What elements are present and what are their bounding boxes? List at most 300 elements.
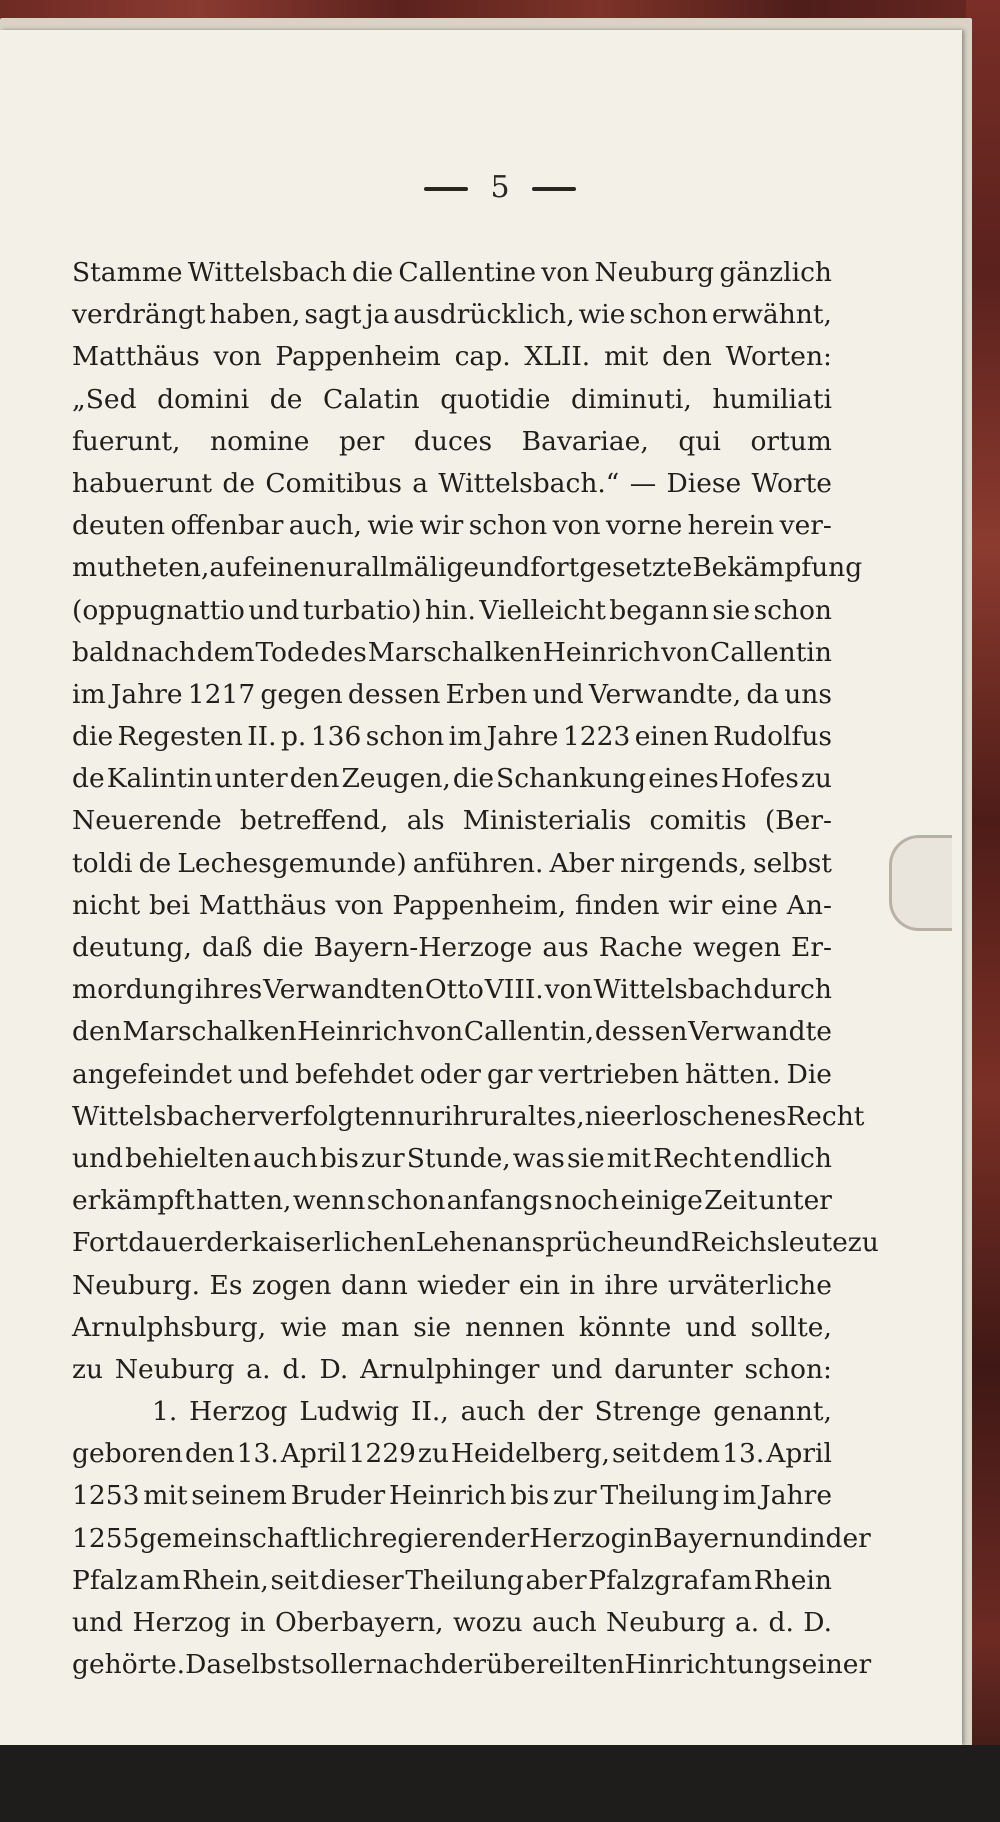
word: bis — [319, 1142, 359, 1174]
word: noch — [554, 1185, 620, 1217]
header-dash-left — [424, 187, 468, 191]
word: behielten — [125, 1142, 251, 1174]
word: Diese — [666, 467, 742, 499]
word: und — [237, 1058, 290, 1090]
word: einen — [634, 721, 709, 753]
word: Wittelsbach — [187, 257, 347, 288]
word: auch — [531, 1607, 597, 1638]
word: von — [544, 974, 593, 1006]
text-line — [72, 1433, 832, 1475]
word: und — [639, 1227, 691, 1259]
word: von — [541, 257, 590, 288]
text-line — [72, 1054, 832, 1096]
text-line — [72, 927, 832, 969]
word: kaiserlichen — [251, 1227, 416, 1259]
word: wie — [280, 1311, 328, 1343]
word: gegen — [260, 678, 343, 710]
word: der — [537, 1396, 583, 1428]
word: soll — [301, 1649, 348, 1681]
word: deuten — [72, 510, 166, 542]
word: Worten: — [725, 341, 832, 373]
word: Marschalken — [122, 1016, 297, 1048]
bookmark-clip — [889, 835, 952, 931]
word: seit — [611, 1438, 661, 1470]
word: bald — [72, 636, 131, 668]
word: toldi — [72, 847, 133, 879]
word: aus — [542, 932, 589, 963]
text-line — [72, 716, 832, 758]
word: wie — [367, 510, 415, 542]
word: der — [440, 1649, 487, 1681]
word: Heinrich — [542, 636, 661, 668]
word: 13. — [236, 1438, 279, 1470]
word: im — [722, 1480, 757, 1512]
word: Neuburg. — [72, 1269, 201, 1301]
word: Hinrichtung — [624, 1649, 788, 1681]
word: gehörte. — [72, 1649, 186, 1681]
word: da — [746, 678, 780, 710]
word: von — [213, 341, 262, 373]
word: Bekämpfung — [692, 552, 863, 584]
word: Heinrich — [297, 1016, 415, 1048]
word: XLII. — [524, 341, 591, 373]
word: mit — [606, 1142, 652, 1174]
word: 1. — [152, 1396, 178, 1428]
word: eines — [648, 763, 719, 795]
word: 1223 — [562, 721, 631, 753]
word: von — [552, 510, 601, 542]
word: Bayern-Herzoge — [313, 932, 533, 963]
word: Aber — [549, 847, 614, 879]
word: gänzlich — [719, 257, 832, 288]
word: dessen — [594, 1016, 688, 1048]
word: mordung — [72, 974, 194, 1006]
word: (oppugnattio — [72, 594, 245, 626]
word: die — [72, 721, 114, 753]
word: übereilten — [486, 1649, 625, 1681]
word: mit — [143, 1480, 188, 1512]
text-line — [72, 1349, 832, 1391]
word: Wittelsbach — [593, 974, 753, 1006]
word: anführen. — [412, 847, 544, 879]
word: Pappenheim — [275, 341, 441, 373]
word: 136 — [310, 721, 362, 753]
word: gar — [487, 1058, 533, 1090]
word: schon — [629, 299, 708, 331]
text-line — [72, 463, 832, 505]
word: d. — [282, 1353, 308, 1385]
word: Es — [209, 1269, 243, 1301]
word: nach — [131, 636, 196, 668]
word: Lechesgemunde) — [177, 847, 407, 879]
word: schon — [753, 594, 832, 626]
word: (Ber- — [764, 805, 832, 837]
header-dash-right — [532, 187, 576, 191]
word: Lehenansprüche — [415, 1227, 640, 1259]
word: Schankung — [496, 763, 647, 795]
text-line — [72, 1307, 832, 1349]
page-number: 5 — [490, 170, 510, 205]
word: Neuerende — [72, 805, 222, 837]
word: auch, — [288, 510, 362, 542]
word: humiliati — [712, 383, 832, 415]
word: Kalintin — [106, 763, 213, 795]
word: per — [339, 425, 385, 457]
word: und — [72, 1607, 124, 1638]
word: wie — [578, 299, 626, 331]
word: aber — [525, 1564, 587, 1596]
word: Wittelsbach.“ — [438, 467, 620, 499]
word: und — [479, 552, 531, 584]
word: die — [262, 932, 304, 963]
word: Worte — [751, 467, 832, 499]
word: Die — [786, 1058, 832, 1090]
text-line — [72, 674, 832, 716]
word: hätten. — [685, 1058, 781, 1090]
word: in — [799, 1522, 826, 1554]
word: dieser — [320, 1564, 404, 1596]
word: nur — [309, 552, 356, 584]
word: Oberbayern, — [274, 1607, 444, 1638]
word: man — [341, 1311, 400, 1343]
word: zur — [553, 1480, 597, 1512]
word: April — [766, 1438, 832, 1470]
word: zu — [847, 1227, 879, 1259]
word: eine — [721, 889, 778, 921]
word: nach — [375, 1649, 441, 1681]
word: Strenge — [594, 1396, 702, 1428]
word: 13. — [722, 1438, 765, 1470]
word: seit — [270, 1564, 319, 1596]
word: p. — [280, 721, 307, 753]
text-line — [72, 1644, 872, 1686]
word: eine — [252, 552, 310, 584]
text-line — [72, 800, 832, 842]
word: Theilung — [600, 1480, 719, 1512]
word: Callentine — [398, 257, 537, 288]
word: nennen — [465, 1311, 565, 1343]
text-line — [72, 336, 832, 378]
word: cap. — [454, 341, 511, 373]
word: Fortdauer — [72, 1227, 207, 1259]
word: auch — [460, 1396, 526, 1428]
word: Arnulphsburg, — [72, 1311, 267, 1343]
word: wir — [419, 510, 464, 542]
word: sie — [712, 594, 751, 626]
word: fortgesetzte — [530, 552, 693, 584]
text-line — [72, 505, 832, 547]
word: finden — [575, 889, 660, 921]
word: hatten, — [196, 1185, 292, 1217]
word: a. — [734, 1607, 760, 1638]
word: Jahre — [110, 678, 183, 710]
word: nie — [584, 1100, 626, 1132]
word: unter — [758, 1185, 832, 1217]
word: und — [685, 1311, 737, 1343]
word: de — [138, 847, 172, 879]
word: unter — [214, 763, 288, 795]
word: Pappenheim, — [392, 889, 567, 921]
word: zu — [72, 1353, 104, 1385]
word: als — [406, 805, 445, 837]
word: sie — [566, 1142, 605, 1174]
word: zogen — [251, 1269, 332, 1301]
word: Zeit — [704, 1185, 758, 1217]
word: des — [320, 636, 367, 668]
word: Callentin, — [463, 1016, 595, 1048]
text-line — [72, 1222, 879, 1264]
word: erloschenes — [625, 1100, 787, 1132]
word: D. — [803, 1607, 832, 1638]
word: Bayern — [653, 1522, 749, 1554]
word: und — [551, 1353, 603, 1385]
word: verfolgten — [259, 1100, 398, 1132]
text-line — [72, 1011, 832, 1053]
word: angefeindet — [72, 1058, 232, 1090]
word: Wittelsbacher — [72, 1100, 260, 1132]
word: anfangs — [446, 1185, 553, 1217]
word: Pfalz — [72, 1564, 138, 1596]
word: Herzog — [132, 1607, 231, 1638]
word: Herzog — [189, 1396, 288, 1428]
word: Recht — [786, 1100, 865, 1132]
word: Callentin — [709, 636, 832, 668]
word: geboren — [72, 1438, 183, 1470]
text-line — [72, 843, 832, 885]
word: Marschalken — [367, 636, 542, 668]
word: in — [240, 1607, 266, 1638]
word: zu — [800, 763, 832, 795]
word: ihre — [604, 1269, 659, 1301]
word: den — [662, 341, 712, 373]
word: seiner — [787, 1649, 872, 1681]
word: Bavariae, — [521, 425, 649, 457]
word: betreffend, — [239, 805, 389, 837]
word: wir — [668, 889, 713, 921]
word: nirgends, — [619, 847, 747, 879]
word: allmälige — [355, 552, 480, 584]
text-line — [72, 547, 863, 589]
word: ihres — [194, 974, 263, 1006]
word: mit — [604, 341, 649, 373]
word: oder — [419, 1058, 481, 1090]
text-line — [72, 1180, 832, 1222]
word: könnte — [578, 1311, 672, 1343]
word: und — [72, 1142, 124, 1174]
word: II., — [410, 1396, 449, 1428]
word: im — [448, 721, 483, 753]
word: Verwandte, — [588, 678, 742, 710]
word: am — [711, 1564, 753, 1596]
word: turbatio) — [302, 594, 422, 626]
word: Arnulphinger — [360, 1353, 540, 1385]
word: einige — [620, 1185, 703, 1217]
text-line — [72, 294, 832, 336]
word: sie — [413, 1311, 452, 1343]
word: Rhein, — [182, 1564, 269, 1596]
word: seinem — [191, 1480, 287, 1512]
word: An- — [786, 889, 832, 921]
body-text — [72, 252, 879, 1686]
text-line — [72, 590, 832, 632]
text-line — [72, 1518, 871, 1560]
word: bis — [510, 1480, 550, 1512]
word: Daselbst — [185, 1649, 302, 1681]
word: habuerunt — [72, 467, 213, 499]
word: D. — [319, 1353, 349, 1385]
word: sollte, — [750, 1311, 832, 1343]
word: dessen — [347, 678, 441, 710]
word: wenn — [292, 1185, 366, 1217]
word: ihr — [444, 1100, 483, 1132]
word: die — [452, 763, 494, 795]
word: wozu — [452, 1607, 523, 1638]
word: urväterliche — [667, 1269, 832, 1301]
word: Vielleicht — [479, 594, 606, 626]
word: vertrieben — [538, 1058, 680, 1090]
text-line — [72, 632, 832, 674]
word: vorne — [605, 510, 683, 542]
text-line — [72, 379, 832, 421]
word: auch — [252, 1142, 318, 1174]
word: a — [412, 467, 429, 499]
word: im — [72, 678, 106, 710]
word: Tode — [255, 636, 320, 668]
word: endlich — [733, 1142, 832, 1174]
word: am — [139, 1564, 181, 1596]
word: Stamme — [72, 257, 183, 288]
word: Jahre — [486, 721, 559, 753]
word: bei — [148, 889, 191, 921]
text-line — [72, 1560, 832, 1602]
word: haben, — [209, 299, 301, 331]
word: gemeinschaftlich — [139, 1522, 370, 1554]
word: Stunde, — [406, 1142, 511, 1174]
word: nicht — [72, 889, 141, 921]
word: deutung, — [72, 932, 192, 963]
word: zur — [360, 1142, 405, 1174]
word: den — [184, 1438, 235, 1470]
word: offenbar — [170, 510, 284, 542]
word: Er- — [790, 932, 832, 963]
word: ausdrücklich, — [393, 299, 575, 331]
word: de — [269, 383, 303, 415]
word: durch — [753, 974, 832, 1006]
word: Verwandte — [688, 1016, 832, 1048]
word: darunter — [614, 1353, 733, 1385]
word: ein — [518, 1269, 561, 1301]
word: ver- — [779, 510, 832, 542]
word: mutheten, — [72, 552, 210, 584]
word: II. — [247, 721, 277, 753]
word: er — [347, 1649, 376, 1681]
word: hin. — [424, 594, 476, 626]
word: auf — [209, 552, 253, 584]
word: was — [512, 1142, 565, 1174]
word: Heidelberg, — [450, 1438, 610, 1470]
word: Matthäus — [198, 889, 327, 921]
word: in — [569, 1269, 596, 1301]
word: Herzog — [529, 1522, 628, 1554]
word: den — [289, 763, 340, 795]
word: uns — [784, 678, 832, 710]
word: nur — [397, 1100, 445, 1132]
text-line — [72, 1138, 832, 1180]
word: uraltes, — [482, 1100, 585, 1132]
word: der — [206, 1227, 252, 1259]
word: selbst — [752, 847, 832, 879]
text-line — [72, 758, 832, 800]
word: schon — [468, 510, 548, 542]
text-line — [72, 885, 832, 927]
text-line — [72, 252, 832, 294]
word: ortum — [750, 425, 832, 457]
word: Pfalzgraf — [588, 1564, 710, 1596]
word: Comitibus — [265, 467, 402, 499]
word: nomine — [210, 425, 310, 457]
word: Bruder — [290, 1480, 386, 1512]
text-line — [72, 1265, 832, 1307]
word: Reichsleute — [690, 1227, 848, 1259]
word: Erben — [445, 678, 528, 710]
word: Matthäus — [72, 341, 200, 373]
word: befehdet — [295, 1058, 414, 1090]
word: verdrängt — [72, 299, 206, 331]
word: und — [748, 1522, 800, 1554]
word: a. — [246, 1353, 271, 1385]
word: und — [248, 594, 300, 626]
word: 1253 — [72, 1480, 140, 1512]
word: erkämpft — [72, 1185, 195, 1217]
word: schon — [366, 1185, 446, 1217]
word: 1217 — [187, 678, 256, 710]
text-line — [72, 969, 832, 1011]
word: dem — [196, 636, 255, 668]
word: VIII. — [484, 974, 544, 1006]
word: daß — [201, 932, 253, 963]
word: in — [627, 1522, 654, 1554]
word: de — [222, 467, 256, 499]
word: April — [280, 1438, 347, 1470]
word: Rudolfus — [713, 721, 832, 753]
word: sagt — [304, 299, 362, 331]
word: de — [72, 763, 105, 795]
word: 1229 — [348, 1438, 416, 1470]
word: fuerunt, — [72, 425, 181, 457]
word: d. — [768, 1607, 794, 1638]
word: 1255 — [72, 1522, 140, 1554]
word: dann — [340, 1269, 408, 1301]
word: Verwandten — [263, 974, 425, 1006]
word: Otto — [424, 974, 484, 1006]
word: der — [825, 1522, 871, 1554]
word: Hofes — [720, 763, 799, 795]
word: und — [532, 678, 584, 710]
word: Rache — [598, 932, 683, 963]
text-line — [72, 1391, 832, 1433]
word: Ministerialis — [462, 805, 632, 837]
word: Recht — [653, 1142, 732, 1174]
word: duces — [413, 425, 493, 457]
word: — — [629, 467, 657, 499]
word: domini — [157, 383, 250, 415]
word: von — [661, 636, 710, 668]
word: Zeugen, — [341, 763, 451, 795]
word: ja — [365, 299, 390, 331]
word: erwähnt, — [711, 299, 832, 331]
word: diminuti, — [571, 383, 692, 415]
text-line — [72, 421, 832, 463]
